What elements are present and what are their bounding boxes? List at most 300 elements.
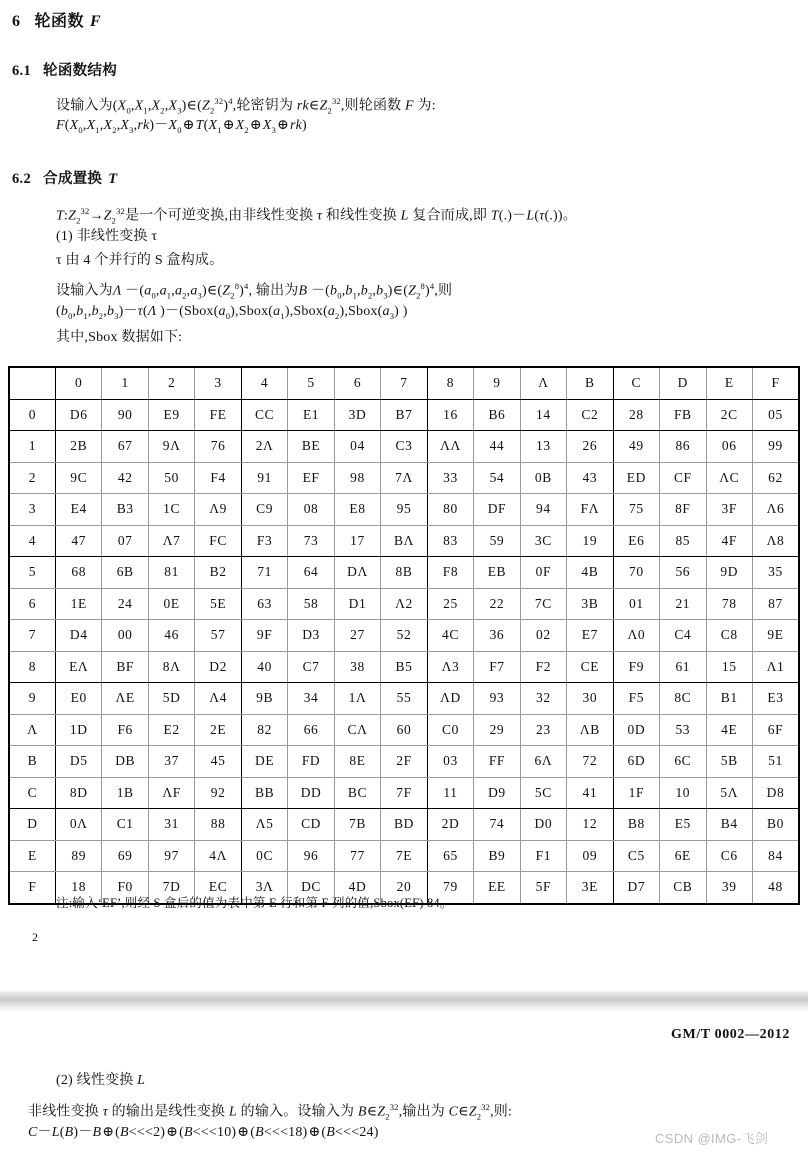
sbox-cell: 77: [334, 840, 380, 872]
sbox-row-header: B: [9, 746, 55, 778]
sbox-cell: E8: [334, 494, 380, 526]
sbox-cell: 12: [567, 809, 613, 841]
sbox-col-header: B: [567, 367, 613, 399]
sbox-cell: 4D: [334, 872, 380, 904]
sbox-cell: B0: [753, 809, 800, 841]
sbox-row-header: 6: [9, 588, 55, 620]
sbox-cell: 56: [660, 557, 706, 589]
sbox-cell: 9D: [706, 557, 752, 589]
sbox-cell: 47: [55, 525, 101, 557]
sbox-cell: BF: [102, 651, 148, 683]
sbox-cell: 70: [613, 557, 659, 589]
sbox-cell: 49: [613, 431, 659, 463]
sbox-cell: 8F: [660, 494, 706, 526]
sbox-cell: CC: [241, 399, 287, 431]
sbox-row-header: 8: [9, 651, 55, 683]
sbox-cell: DB: [102, 746, 148, 778]
sbox-col-header: 2: [148, 367, 194, 399]
sbox-cell: 29: [474, 714, 520, 746]
sbox-cell: 94: [520, 494, 566, 526]
sbox-cell: F0: [102, 872, 148, 904]
sbox-cell: F3: [241, 525, 287, 557]
sbox-cell: 19: [567, 525, 613, 557]
sbox-cell: FF: [474, 746, 520, 778]
sbox-cell: Λ1: [753, 651, 800, 683]
sbox-cell: B1: [706, 683, 752, 715]
sbox-row-header: 2: [9, 462, 55, 494]
sbox-cell: EΛ: [55, 651, 101, 683]
sbox-cell: 74: [474, 809, 520, 841]
page-break-band: [0, 990, 808, 1012]
sbox-cell: 81: [148, 557, 194, 589]
sbox-row-header: 5: [9, 557, 55, 589]
section-6-1-title: 轮函数结构: [43, 63, 118, 79]
sbox-cell: D5: [55, 746, 101, 778]
sbox-cell: B2: [195, 557, 241, 589]
sbox-note: 注:输入‘EF’,则经 S 盒后的值为表中第 E 行和第 F 列的值,Sbox(EF) 84。: [56, 896, 453, 910]
sbox-cell: 28: [613, 399, 659, 431]
sbox-col-header: 5: [288, 367, 334, 399]
sbox-cell: 1B: [102, 777, 148, 809]
sbox-cell: FΛ: [567, 494, 613, 526]
sbox-cell: 3F: [706, 494, 752, 526]
sbox-cell: 2F: [381, 746, 427, 778]
sbox-row: [9, 746, 799, 778]
sbox-cell: 82: [241, 714, 287, 746]
sbox-cell: 5Λ: [706, 777, 752, 809]
sbox-cell: 1Λ: [334, 683, 380, 715]
sbox-cell: 2D: [427, 809, 473, 841]
sbox-cell: 93: [474, 683, 520, 715]
sbox-cell: D0: [520, 809, 566, 841]
sbox-cell: 35: [753, 557, 800, 589]
sbox-cell: Λ8: [753, 525, 800, 557]
sbox-cell: 58: [288, 588, 334, 620]
sbox-cell: 06: [706, 431, 752, 463]
page-number: 2: [32, 930, 38, 944]
sbox-cell: 33: [427, 462, 473, 494]
sbox-cell: 5F: [520, 872, 566, 904]
sbox-row-header: F: [9, 872, 55, 904]
sbox-row: [9, 462, 799, 494]
sbox-corner-cell: [9, 367, 55, 399]
section-6-1-number: 6.1: [12, 63, 32, 79]
sbox-cell: 63: [241, 588, 287, 620]
sbox-cell: 8Λ: [148, 651, 194, 683]
sbox-cell: ED: [613, 462, 659, 494]
sbox-col-header: 9: [474, 367, 520, 399]
sbox-cell: B3: [102, 494, 148, 526]
sbox-row-header: E: [9, 840, 55, 872]
csdn-watermark: CSDN @IMG-飞剑: [655, 1131, 769, 1146]
sbox-cell: 6D: [613, 746, 659, 778]
sbox-row: [9, 809, 799, 841]
sbox-cell: 9C: [55, 462, 101, 494]
sbox-row-header: 9: [9, 683, 55, 715]
sbox-col-header: 7: [381, 367, 427, 399]
sbox-row-header: 0: [9, 399, 55, 431]
sbox-table-container: [8, 366, 800, 905]
sbox-cell: C7: [288, 651, 334, 683]
sbox-cell: 60: [381, 714, 427, 746]
sbox-cell: 30: [567, 683, 613, 715]
sbox-cell: B6: [474, 399, 520, 431]
sbox-cell: 99: [753, 431, 800, 463]
sbox-cell: 15: [706, 651, 752, 683]
sbox-cell: 67: [102, 431, 148, 463]
sbox-cell: 62: [753, 462, 800, 494]
sbox-cell: 76: [195, 431, 241, 463]
sbox-row: [9, 494, 799, 526]
sbox-cell: CB: [660, 872, 706, 904]
sbox-cell: FD: [288, 746, 334, 778]
sbox-cell: 1C: [148, 494, 194, 526]
sbox-cell: F2: [520, 651, 566, 683]
sbox-cell: 2Λ: [241, 431, 287, 463]
sbox-cell: 09: [567, 840, 613, 872]
sbox-cell: ΛF: [148, 777, 194, 809]
sbox-cell: E1: [288, 399, 334, 431]
sbox-cell: Λ2: [381, 588, 427, 620]
sbox-cell: 50: [148, 462, 194, 494]
sbox-cell: 3B: [567, 588, 613, 620]
sbox-cell: Λ7: [148, 525, 194, 557]
sbox-cell: F7: [474, 651, 520, 683]
sbox-cell: 5C: [520, 777, 566, 809]
sbox-cell: 2E: [195, 714, 241, 746]
sbox-cell: 5D: [148, 683, 194, 715]
sbox-cell: 2C: [706, 399, 752, 431]
sbox-cell: 64: [288, 557, 334, 589]
sbox-cell: 34: [288, 683, 334, 715]
sbox-row: [9, 840, 799, 872]
sbox-cell: 9E: [753, 620, 800, 652]
paragraph-tau-formula: $(b_0,b_1,b_2,b_3)-\tau(\Lambda$ )$-(Sbox(a_0),Sbox(a_1),Sbox(a_2),Sbox(a_3)$ ): [56, 304, 408, 321]
sbox-cell: B8: [613, 809, 659, 841]
sbox-header-row: [9, 367, 799, 399]
sbox-table: [8, 366, 800, 905]
sbox-cell: 7Λ: [381, 462, 427, 494]
sbox-cell: 7C: [520, 588, 566, 620]
sbox-cell: 05: [753, 399, 800, 431]
sbox-cell: Λ4: [195, 683, 241, 715]
sbox-cell: 18: [55, 872, 101, 904]
sbox-cell: DF: [474, 494, 520, 526]
sbox-row: [9, 777, 799, 809]
sbox-cell: C3: [381, 431, 427, 463]
section-6-title-symbol: F: [90, 13, 102, 30]
sbox-row: [9, 620, 799, 652]
sbox-cell: D6: [55, 399, 101, 431]
sbox-cell: CD: [288, 809, 334, 841]
sbox-cell: 36: [474, 620, 520, 652]
sbox-cell: E5: [660, 809, 706, 841]
sbox-cell: 80: [427, 494, 473, 526]
sbox-cell: 3C: [520, 525, 566, 557]
sbox-col-header: E: [706, 367, 752, 399]
sbox-cell: 21: [660, 588, 706, 620]
paragraph-sbox-intro: 其中,Sbox 数据如下:: [56, 330, 183, 345]
section-6-number: 6: [12, 13, 21, 30]
sbox-col-header: F: [753, 367, 800, 399]
sbox-cell: FE: [195, 399, 241, 431]
section-6-2-number: 6.2: [12, 171, 32, 187]
sbox-col-header: D: [660, 367, 706, 399]
sbox-cell: DD: [288, 777, 334, 809]
sbox-cell: 51: [753, 746, 800, 778]
sbox-row: [9, 399, 799, 431]
sbox-row-header: D: [9, 809, 55, 841]
sbox-cell: 88: [195, 809, 241, 841]
sbox-cell: 16: [427, 399, 473, 431]
sbox-cell: 40: [241, 651, 287, 683]
sbox-cell: 61: [660, 651, 706, 683]
sbox-cell: 39: [706, 872, 752, 904]
sbox-cell: 85: [660, 525, 706, 557]
paragraph-nonlinear-title: (1) 非线性变换 τ: [56, 229, 158, 244]
sbox-col-header: 6: [334, 367, 380, 399]
sbox-cell: 6C: [660, 746, 706, 778]
sbox-cell: 90: [102, 399, 148, 431]
sbox-row: [9, 714, 799, 746]
sbox-cell: C0: [427, 714, 473, 746]
sbox-cell: 96: [288, 840, 334, 872]
sbox-cell: 9Λ: [148, 431, 194, 463]
sbox-row-header: 4: [9, 525, 55, 557]
sbox-cell: ΛC: [706, 462, 752, 494]
sbox-cell: E9: [148, 399, 194, 431]
sbox-cell: Λ6: [753, 494, 800, 526]
sbox-cell: 84: [753, 840, 800, 872]
sbox-cell: 59: [474, 525, 520, 557]
sbox-cell: 0Λ: [55, 809, 101, 841]
sbox-cell: 91: [241, 462, 287, 494]
sbox-col-header: 4: [241, 367, 287, 399]
sbox-cell: EE: [474, 872, 520, 904]
sbox-cell: BE: [288, 431, 334, 463]
sbox-cell: F8: [427, 557, 473, 589]
sbox-cell: Λ3: [427, 651, 473, 683]
sbox-cell: DE: [241, 746, 287, 778]
sbox-cell: 5B: [706, 746, 752, 778]
sbox-cell: BB: [241, 777, 287, 809]
sbox-cell: 4E: [706, 714, 752, 746]
sbox-cell: 00: [102, 620, 148, 652]
sbox-col-header: 1: [102, 367, 148, 399]
paragraph-tau-input-output: 设输入为$\Lambda -(a_0,a_1,a_2,a_3)\in(Z_2^8)^4$, 输出为$B -(b_0,b_1,b_2,b_3)\in(Z_2^8)^4$,则: [56, 281, 453, 301]
sbox-cell: B4: [706, 809, 752, 841]
sbox-cell: D2: [195, 651, 241, 683]
sbox-cell: 43: [567, 462, 613, 494]
paragraph-sbox-count: τ 由 4 个并行的 S 盒构成。: [56, 253, 224, 268]
sbox-cell: EF: [288, 462, 334, 494]
sbox-cell: B7: [381, 399, 427, 431]
sbox-cell: 04: [334, 431, 380, 463]
sbox-cell: 24: [102, 588, 148, 620]
sbox-cell: 0D: [613, 714, 659, 746]
sbox-cell: Λ5: [241, 809, 287, 841]
sbox-cell: 68: [55, 557, 101, 589]
sbox-cell: 66: [288, 714, 334, 746]
sbox-cell: 3D: [334, 399, 380, 431]
sbox-cell: B9: [474, 840, 520, 872]
sbox-cell: 13: [520, 431, 566, 463]
sbox-cell: 4C: [427, 620, 473, 652]
sbox-row-header: Λ: [9, 714, 55, 746]
sbox-cell: 0E: [148, 588, 194, 620]
paragraph-linear-body: 非线性变换 τ 的输出是线性变换 L 的输入。设输入为 $B\in Z_2^{32}$,输出为 $C\in Z_2^{32}$,则:: [28, 1102, 513, 1122]
sbox-cell: E0: [55, 683, 101, 715]
standard-footer: GM/T 0002—2012: [671, 1027, 790, 1042]
sbox-row: [9, 431, 799, 463]
section-6-2-title: 合成置换: [43, 171, 103, 187]
sbox-cell: 95: [381, 494, 427, 526]
sbox-cell: 4Λ: [195, 840, 241, 872]
sbox-cell: C8: [706, 620, 752, 652]
sbox-row: [9, 651, 799, 683]
sbox-cell: 9B: [241, 683, 287, 715]
sbox-cell: CE: [567, 651, 613, 683]
sbox-cell: C1: [102, 809, 148, 841]
sbox-cell: E6: [613, 525, 659, 557]
paragraph-linear-title: (2) 线性变换 L: [56, 1073, 146, 1088]
sbox-cell: 27: [334, 620, 380, 652]
sbox-cell: 8E: [334, 746, 380, 778]
sbox-col-header: C: [613, 367, 659, 399]
sbox-cell: 0F: [520, 557, 566, 589]
sbox-cell: 52: [381, 620, 427, 652]
sbox-row: [9, 557, 799, 589]
sbox-row: [9, 588, 799, 620]
sbox-cell: C5: [613, 840, 659, 872]
sbox-cell: 1E: [55, 588, 101, 620]
sbox-cell: D4: [55, 620, 101, 652]
sbox-cell: ΛE: [102, 683, 148, 715]
sbox-cell: 6Λ: [520, 746, 566, 778]
sbox-col-header: Λ: [520, 367, 566, 399]
sbox-row-header: 3: [9, 494, 55, 526]
sbox-cell: 0B: [520, 462, 566, 494]
sbox-cell: 3Λ: [241, 872, 287, 904]
sbox-cell: ΛD: [427, 683, 473, 715]
sbox-cell: 6F: [753, 714, 800, 746]
sbox-cell: D3: [288, 620, 334, 652]
sbox-cell: DC: [288, 872, 334, 904]
sbox-row: [9, 683, 799, 715]
sbox-cell: 7E: [381, 840, 427, 872]
sbox-cell: 42: [102, 462, 148, 494]
sbox-cell: F9: [613, 651, 659, 683]
sbox-row-header: 7: [9, 620, 55, 652]
sbox-cell: D8: [753, 777, 800, 809]
sbox-cell: D9: [474, 777, 520, 809]
sbox-cell: 20: [381, 872, 427, 904]
sbox-cell: CΛ: [334, 714, 380, 746]
sbox-cell: 69: [102, 840, 148, 872]
sbox-cell: 73: [288, 525, 334, 557]
sbox-cell: 8B: [381, 557, 427, 589]
sbox-cell: D1: [334, 588, 380, 620]
sbox-row-header: 1: [9, 431, 55, 463]
sbox-cell: EB: [474, 557, 520, 589]
sbox-cell: 1F: [613, 777, 659, 809]
sbox-cell: 8D: [55, 777, 101, 809]
sbox-cell: C4: [660, 620, 706, 652]
sbox-cell: 32: [520, 683, 566, 715]
sbox-cell: 08: [288, 494, 334, 526]
sbox-row: [9, 525, 799, 557]
sbox-cell: 65: [427, 840, 473, 872]
sbox-cell: 38: [334, 651, 380, 683]
sbox-cell: F1: [520, 840, 566, 872]
sbox-cell: 1D: [55, 714, 101, 746]
sbox-cell: F5: [613, 683, 659, 715]
sbox-cell: 72: [567, 746, 613, 778]
sbox-cell: F6: [102, 714, 148, 746]
sbox-cell: 97: [148, 840, 194, 872]
sbox-cell: 45: [195, 746, 241, 778]
sbox-cell: 4F: [706, 525, 752, 557]
sbox-cell: 98: [334, 462, 380, 494]
sbox-body: [9, 399, 799, 904]
sbox-cell: 46: [148, 620, 194, 652]
sbox-cell: 37: [148, 746, 194, 778]
sbox-cell: BD: [381, 809, 427, 841]
sbox-cell: 26: [567, 431, 613, 463]
sbox-cell: F4: [195, 462, 241, 494]
sbox-cell: B5: [381, 651, 427, 683]
sbox-cell: 22: [474, 588, 520, 620]
sbox-cell: 11: [427, 777, 473, 809]
sbox-cell: 6B: [102, 557, 148, 589]
sbox-cell: 83: [427, 525, 473, 557]
sbox-cell: C6: [706, 840, 752, 872]
sbox-cell: FC: [195, 525, 241, 557]
sbox-cell: 25: [427, 588, 473, 620]
sbox-cell: FB: [660, 399, 706, 431]
sbox-cell: E4: [55, 494, 101, 526]
sbox-cell: 31: [148, 809, 194, 841]
sbox-cell: D7: [613, 872, 659, 904]
sbox-cell: 75: [613, 494, 659, 526]
sbox-cell: 71: [241, 557, 287, 589]
sbox-cell: 48: [753, 872, 800, 904]
sbox-cell: Λ9: [195, 494, 241, 526]
sbox-cell: 7D: [148, 872, 194, 904]
section-6-2-heading: [12, 167, 117, 188]
sbox-cell: 78: [706, 588, 752, 620]
sbox-cell: 14: [520, 399, 566, 431]
sbox-cell: ΛΛ: [427, 431, 473, 463]
sbox-cell: 89: [55, 840, 101, 872]
sbox-cell: BC: [334, 777, 380, 809]
sbox-cell: 79: [427, 872, 473, 904]
section-6-title: 轮函数: [34, 13, 85, 30]
section-6-1-heading: [12, 59, 117, 80]
sbox-cell: 8C: [660, 683, 706, 715]
sbox-cell: E7: [567, 620, 613, 652]
sbox-cell: E2: [148, 714, 194, 746]
sbox-cell: 86: [660, 431, 706, 463]
paragraph-6-1-formula: $F(X_0,X_1,X_2,X_3,rk)-X_0\oplus T(X_1\oplus X_2\oplus X_3\oplus rk)$: [56, 118, 307, 135]
sbox-row-header: C: [9, 777, 55, 809]
sbox-cell: C9: [241, 494, 287, 526]
paragraph-6-2-definition: $T:Z_2^{32}\to Z_2^{32}$是一个可逆变换,由非线性变换 τ 和线性变换 L 复合而成,即 T(.)－L(τ(.))。: [56, 206, 577, 226]
sbox-cell: Λ0: [613, 620, 659, 652]
sbox-cell: 41: [567, 777, 613, 809]
sbox-cell: 23: [520, 714, 566, 746]
paragraph-linear-formula: C－L(B)－B⊕(B<<<2)⊕(B<<<10)⊕(B<<<18)⊕(B<<<24): [28, 1125, 379, 1140]
